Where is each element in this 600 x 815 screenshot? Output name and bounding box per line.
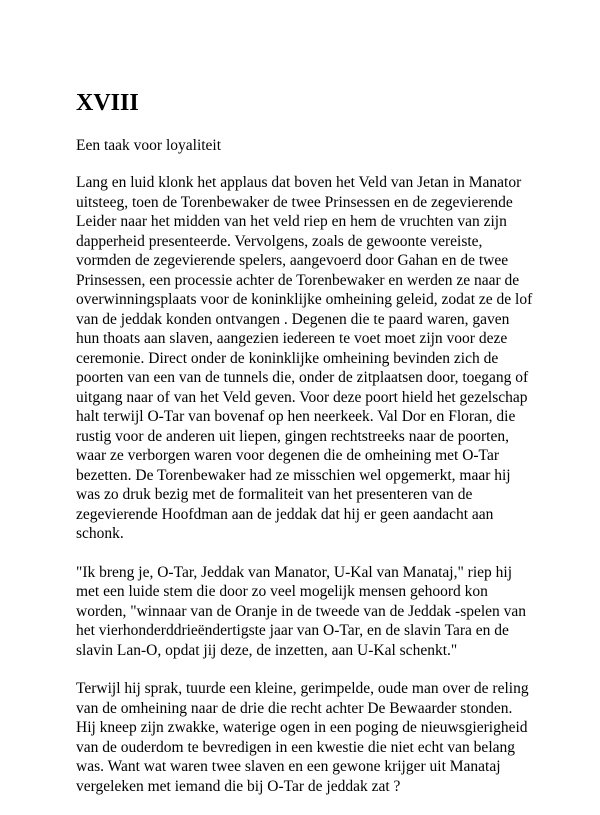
chapter-number: XVIII: [76, 90, 139, 116]
paragraph-1: Lang en luid klonk het applaus dat boven het Veld van Jetan in Manator uitsteeg, toen de Torenbewaker de twee Prinsessen en de zegevierende Leider naar het midden van het veld riep en hem de vruchten van zijn dapperheid presenteerde. Vervolgens, zoals de gewoonte vereiste, vormden de zegevierende spelers, aangevoerd door Gahan en de twee Prinsessen, een processie achter de Torenbewaker en werden ze naar de overwinningsplaats voor de koninklijke omheining geleid, zodat ze de lof van de jeddak konden ontvangen . Degenen die te paard waren, gaven hun thoats aan slaven, aangezien iedereen te voet moet zijn voor deze ceremonie. Direct onder de koninklijke omheining bevinden zich de poorten van een van de tunnels die, onder de zitplaatsen door, toegang of uitgang naar of van het Veld geven. Voor deze poort hield het gezelschap halt terwijl O-Tar van bovenaf op hen neerkeek. Val Dor en Floran, die rustig voor de anderen uit liepen, gingen rechtstreeks naar de poorten, waar ze verborgen waren voor degenen die de omheining met O-Tar bezetten. De Torenbewaker had ze misschien wel opgemerkt, maar hij was zo druk bezig met de formaliteit van het presenteren van de zegevierende Hoofdman aan de jeddak dat hij er geen aandacht aan schonk.: [76, 174, 533, 542]
paragraph-2: "Ik breng je, O-Tar, Jeddak van Manator, U-Kal van Manataj," riep hij met een luide stem die door zo veel mogelijk mensen gehoord kon worden, "winnaar van de Oranje in de tweede van de Jeddak -spelen van het vierhonderddrieëndertigste jaar van O-Tar, en de slavin Tara en de slavin Lan-O, opdat jij deze, de inzetten, aan U-Kal schenkt.": [76, 563, 527, 659]
paragraph-3: Terwijl hij sprak, tuurde een kleine, gerimpelde, oude man over de reling van de omheining naar de drie die recht achter De Bewaarder stonden. Hij kneep zijn zwakke, waterige ogen in een poging de nieuwsgierigheid van de ouderdom te bevredigen in een kwestie die niet echt van belang was. Want wat waren twee slaven en een gewone krijger uit Manataj vergeleken met iemand die bij O-Tar de jeddak zat ?: [76, 680, 529, 795]
chapter-title: Een taak voor loyaliteit: [76, 137, 222, 154]
document-page: [76, 88, 536, 815]
